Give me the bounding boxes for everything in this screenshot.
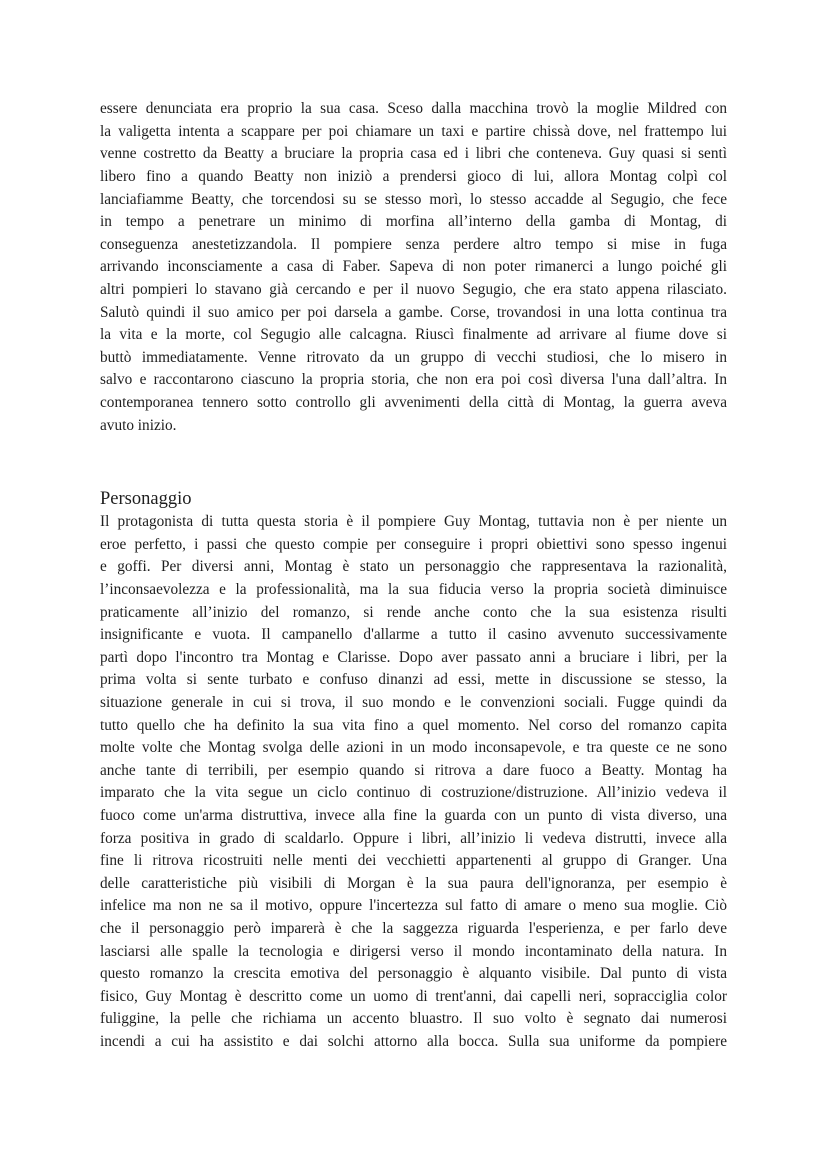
text-line: fuliggine, la pelle che richiama un accento bluastro. Il suo volto è segnato dai numerosi xyxy=(100,1010,727,1027)
text-line: infelice ma non ne sa il motivo, oppure l'incertezza sul fatto di amare o meno sua moglie. Ciò xyxy=(100,897,727,914)
text-line: e goffi. Per diversi anni, Montag è stato un personaggio che rappresentava la razionalità, xyxy=(100,558,727,575)
text-line: fine li ritrova ricostruiti nelle menti dei vecchietti appartenenti al gruppo di Granger. Una xyxy=(100,852,727,869)
text-line: Il protagonista di tutta questa storia è il pompiere Guy Montag, tuttavia non è per niente un xyxy=(100,513,727,530)
text-line: avuto inizio. xyxy=(100,417,177,434)
text-line: in tempo a penetrare un minimo di morfina all’interno della gamba di Montag, di xyxy=(100,213,727,230)
text-line: l’inconsaevolezza e la professionalità, ma la sua fiducia verso la propria società diminuisce xyxy=(100,581,727,598)
text-line: molte volte che Montag svolga delle azioni in un modo inconsapevole, e tra queste ce ne sono xyxy=(100,739,727,756)
text-line: buttò immediatamente. Venne ritrovato da un gruppo di vecchi studiosi, che lo misero in xyxy=(100,349,727,366)
text-line: arrivando inconsciamente a casa di Faber. Sapeva di non poter rimanerci a lungo poiché gli xyxy=(100,258,727,275)
text-line: essere denunciata era proprio la sua casa. Sceso dalla macchina trovò la moglie Mildred con xyxy=(100,100,727,117)
text-line: situazione generale in cui si trova, il suo mondo e le convenzioni sociali. Fugge quindi da xyxy=(100,694,727,711)
text-line: lanciafiamme Beatty, che torcendosi su se stesso morì, lo stesso accadde al Segugio, che fece xyxy=(100,191,727,208)
text-line: fuoco come un'arma distruttiva, invece alla fine la guarda con un punto di vista diverso, una xyxy=(100,807,727,824)
text-line: contemporanea tennero sotto controllo gli avvenimenti della città di Montag, la guerra aveva xyxy=(100,394,727,411)
text-line: eroe perfetto, i passi che questo compie per conseguire i propri obiettivi sono spesso ingenui xyxy=(100,536,727,553)
section-heading: Personaggio xyxy=(100,489,192,509)
text-line: praticamente all’inizio del romanzo, si rende anche conto che la sua esistenza risulti xyxy=(100,604,727,621)
text-line: la vita e la morte, col Segugio alle calcagna. Riuscì finalmente ad arrivare al fiume dove si xyxy=(100,326,727,343)
text-line: insignificante e vuota. Il campanello d'allarme a tutto il casino avvenuto successivamente xyxy=(100,626,727,643)
text-line: lasciarsi alle spalle la tecnologia e dirigersi verso il mondo incontaminato della natura. In xyxy=(100,943,727,960)
text-line: imparato che la vita segue un ciclo continuo di costruzione/distruzione. All’inizio vedeva il xyxy=(100,784,727,801)
text-line: salvo e raccontarono ciascuno la propria storia, che non era poi così diversa l'una dall’altra. In xyxy=(100,371,727,388)
text-line: venne costretto da Beatty a bruciare la propria casa ed i libri che conteneva. Guy quasi si sentì xyxy=(100,145,727,162)
text-line: delle caratteristiche più visibili di Morgan è la sua paura dell'ignoranza, per esempio è xyxy=(100,875,727,892)
text-line: fisico, Guy Montag è descritto come un uomo di trent'anni, dai capelli neri, sopracciglia color xyxy=(100,988,727,1005)
text-line: forza positiva in grado di scaldarlo. Oppure i libri, all’inizio li vedeva distrutti, invece alla xyxy=(100,830,727,847)
text-line: Salutò quindi il suo amico per poi darsela a gambe. Corse, trovandosi in una lotta continua tra xyxy=(100,304,727,321)
text-line: prima volta si sente turbato e confuso dinanzi ad essi, mette in discussione se stesso, la xyxy=(100,671,727,688)
text-line: anche tante di terribili, per esempio quando si ritrova a dare fuoco a Beatty. Montag ha xyxy=(100,762,727,779)
text-line: partì dopo l'incontro tra Montag e Clarisse. Dopo aver passato anni a bruciare i libri, per la xyxy=(100,649,727,666)
text-line: libero fino a quando Beatty non iniziò a prendersi gioco di lui, allora Montag colpì col xyxy=(100,168,727,185)
text-line: che il personaggio però imparerà è che la saggezza riguarda l'esperienza, e per farlo deve xyxy=(100,920,727,937)
text-line: altri pompieri lo stavano già cercando e per il nuovo Segugio, che era stato appena rilasciato. xyxy=(100,281,727,298)
text-line: la valigetta intenta a scappare per poi chiamare un taxi e partire chissà dove, nel frattempo lui xyxy=(100,123,727,140)
text-line: conseguenza anestetizzandola. Il pompiere senza perdere altro tempo si mise in fuga xyxy=(100,236,727,253)
text-line: incendi a cui ha assistito e dai solchi attorno alla bocca. Sulla sua uniforme da pompiere xyxy=(100,1033,727,1050)
text-line: questo romanzo la crescita emotiva del personaggio è alquanto visibile. Dal punto di vista xyxy=(100,965,727,982)
text-line: tutto quello che ha definito la sua vita fino a quel momento. Nel corso del romanzo capita xyxy=(100,717,727,734)
